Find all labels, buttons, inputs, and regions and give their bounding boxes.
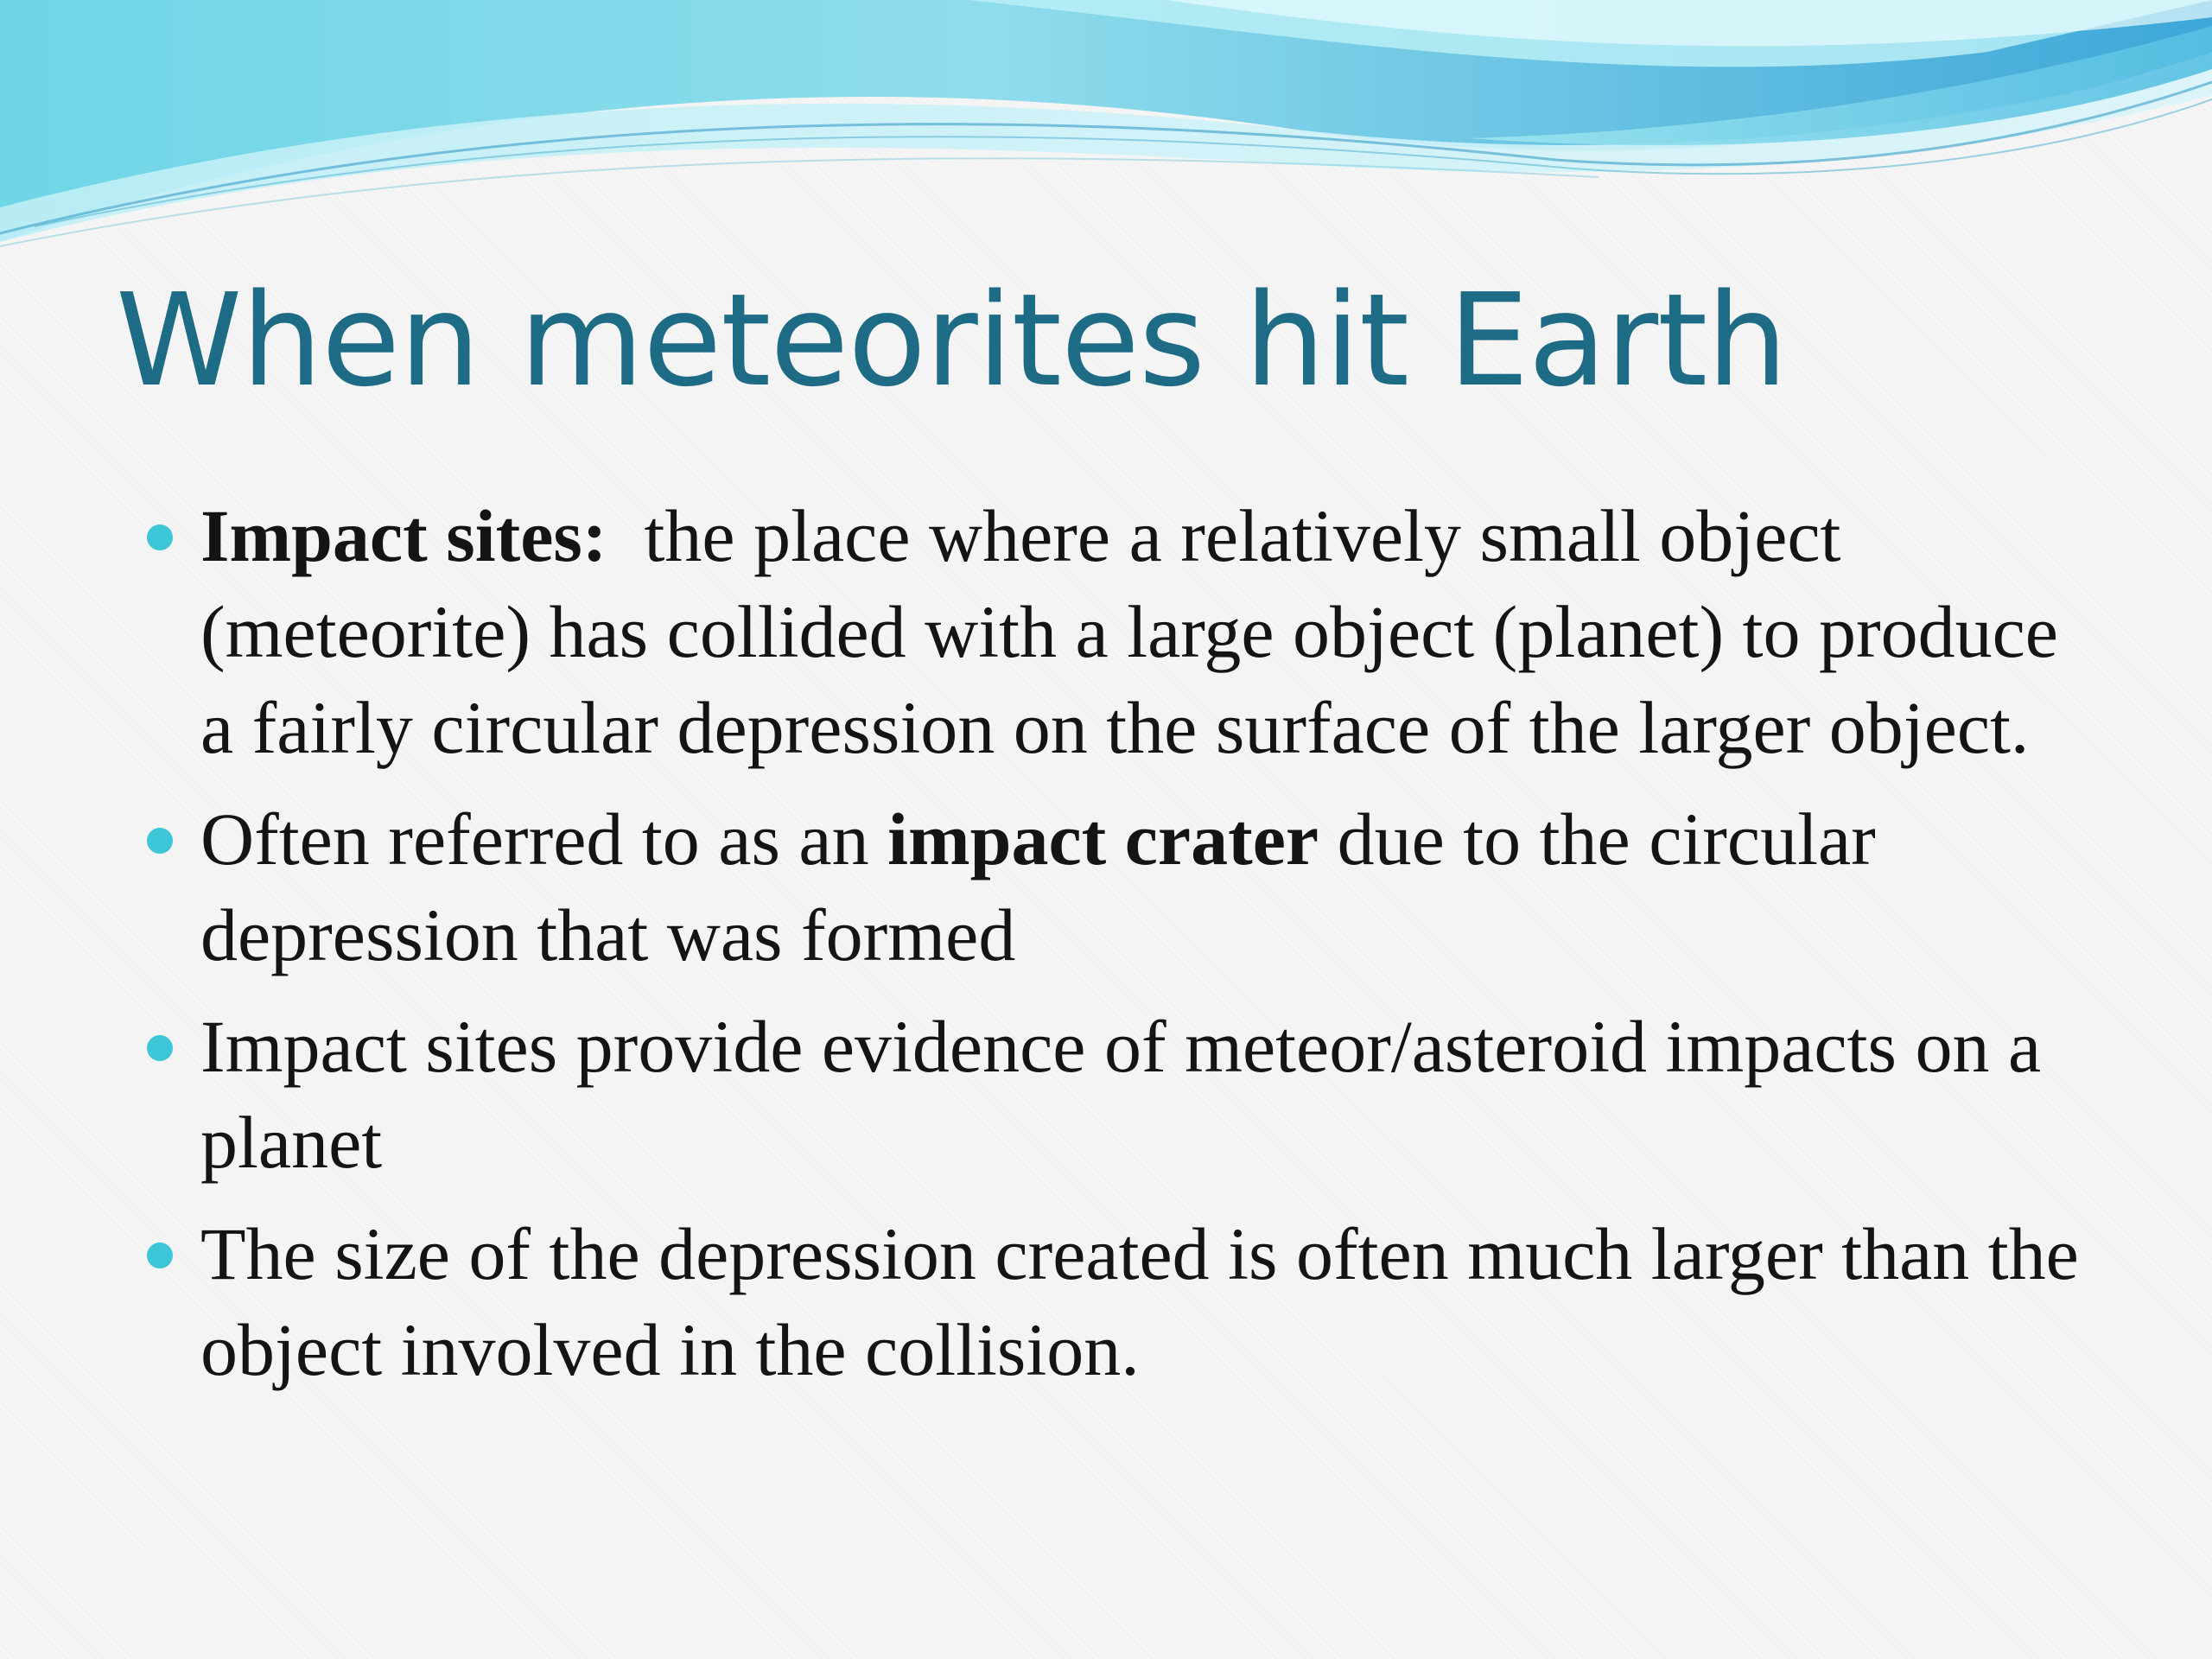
bullet-dot-icon bbox=[147, 1243, 173, 1268]
term-impact-crater: impact crater bbox=[887, 798, 1319, 880]
bullet-item-impact-crater bbox=[147, 791, 2091, 983]
bullet-item-evidence bbox=[147, 999, 2091, 1191]
bullet-text-before: Often referred to as an bbox=[200, 798, 888, 880]
bullet-item-impact-sites-definition bbox=[147, 488, 2091, 776]
bullet-text-after: due to the circular depression that was formed bbox=[200, 798, 1895, 976]
bullet-dot-icon bbox=[147, 828, 173, 854]
bullet-dot-icon bbox=[147, 524, 173, 550]
term-impact-sites: Impact sites: bbox=[200, 494, 607, 577]
bullet-text: Impact sites provide evidence of meteor/asteroid impacts on a planet bbox=[200, 1005, 2042, 1184]
bullet-list bbox=[147, 488, 2091, 1414]
bullet-text: the place where a relatively small object (meteorite) has collided with a large object (planet) to produce a fairly circular depression on the surface of the larger object. bbox=[200, 494, 2077, 769]
bullet-dot-icon bbox=[147, 1035, 173, 1061]
bullet-text: The size of the depression created is often much larger than the object involved in the collision. bbox=[200, 1212, 2079, 1391]
bullet-item-depression-size bbox=[147, 1206, 2091, 1398]
wave-header-decoration bbox=[0, 0, 2212, 259]
slide-title: When meteorites hit Earth bbox=[116, 266, 1787, 415]
